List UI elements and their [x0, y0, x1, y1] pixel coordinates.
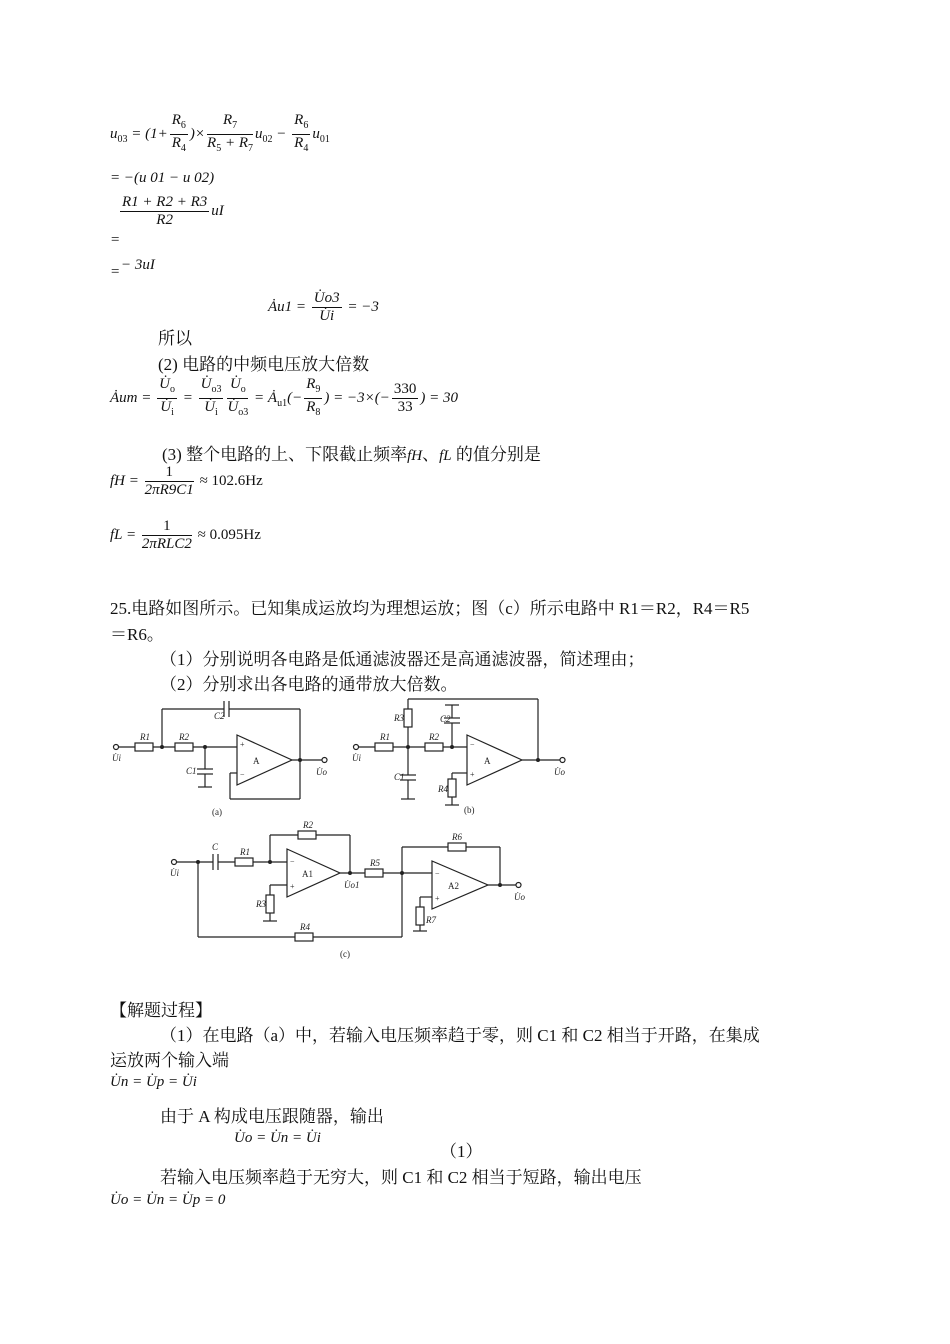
eq-line3-den: R2	[156, 212, 173, 228]
eq-au1-rhs: = −3	[347, 298, 379, 315]
text-part3-b: 的值分别是	[451, 445, 541, 464]
fig-c-c: C	[212, 842, 219, 852]
eq-au1-num: U̇o3	[313, 290, 340, 306]
fig-c-uo: U̇o	[514, 892, 525, 902]
eq-aum-lhs: Ȧum =	[110, 389, 152, 406]
circuit-figure	[100, 695, 600, 970]
eq-line3-equals: =	[110, 232, 121, 248]
fig-a-uo: U̇o	[316, 767, 327, 777]
eq-aum-33: 33	[397, 399, 413, 415]
text-part3-a: (3) 整个电路的上、下限截止频率	[162, 445, 408, 464]
eq-line3-fraction	[118, 194, 224, 229]
fig-b-r2: R2	[429, 732, 439, 742]
fig-a-r2: R2	[179, 732, 189, 742]
eq-number-1: （1）	[440, 1142, 483, 1161]
fig-b-c1: C1	[394, 772, 405, 782]
fig-c-uo1: U̇o1	[344, 880, 360, 890]
text-suoyi: 所以	[158, 329, 192, 348]
eq-au1-den: U̇i	[319, 308, 335, 324]
fig-b-amp: A	[484, 756, 491, 766]
text-part3	[162, 440, 541, 465]
fig-c-r3: R3	[256, 899, 266, 909]
fig-b-minus: −	[470, 740, 475, 749]
eq-aum: Ȧum = $\frac{U̇_o}{U̇_i}$ = $\frac{U̇_{o3}}{U̇_i}$ $\frac{U̇_o}{U̇_{o3}}$ = $Ȧ_{u1}(-$ $\frac{R_9}{R_8}$ ) = −3×(− $\frac{330}{33}$ ) = 30	[110, 376, 458, 418]
fig-c-ui: U̇i	[170, 868, 179, 878]
solution-p1-line2: 运放两个输入端	[110, 1051, 229, 1070]
eq-aum-result: ) = 30	[420, 389, 458, 406]
eq-au1	[268, 290, 379, 325]
fig-c-r2: R2	[303, 820, 313, 830]
text-part2: (2) 电路的中频电压放大倍数	[158, 355, 370, 374]
fig-a-c2: C2	[214, 711, 225, 721]
eq-fl-num: 1	[142, 518, 192, 536]
eq-fl	[110, 518, 261, 553]
problem25-q1: （1）分别说明各电路是低通滤波器还是高通滤波器，简述理由；	[160, 650, 645, 669]
text-part3-sep: 、	[422, 445, 440, 464]
text-part3-fl: fL	[439, 448, 452, 464]
eq-u03: $u_{03} = (1+$ $\frac{R_6}{R_4}$ )× $\frac{R_7}{R_5 + R_7}$ $u_{02}$ − $\frac{R_6}{R_4}$ $u_{01}$	[110, 112, 330, 154]
fig-c2-minus: −	[435, 869, 440, 878]
solution-header: 【解题过程】	[110, 1001, 212, 1020]
fig-c-amp2: A2	[448, 881, 459, 891]
eq-fh-num: 1	[145, 464, 194, 482]
fig-b-ui: U̇i	[352, 753, 361, 763]
eq-line4-value: − 3uI	[121, 257, 155, 273]
eq-fl-lhs: fL =	[110, 526, 137, 543]
fig-c1-plus: +	[290, 882, 295, 891]
fig-c2-plus: +	[435, 894, 440, 903]
eq-fl-val: ≈ 0.095Hz	[197, 526, 261, 543]
eq-line3-suffix: uI	[211, 202, 224, 219]
fig-c-r4: R4	[300, 922, 310, 932]
fig-a-label: (a)	[212, 807, 222, 817]
fig-c1-minus: −	[290, 857, 295, 866]
eq-line3-num: R1 + R2 + R3	[122, 194, 208, 210]
fig-c-label: (c)	[340, 949, 350, 959]
problem25-line2: ＝R6。	[110, 625, 164, 644]
eq-uo-zero: U̇o = U̇n = U̇p = 0	[110, 1192, 226, 1208]
eq-un-up-ui: U̇n = U̇p = U̇i	[110, 1074, 197, 1090]
problem25-q2: （2）分别求出各电路的通带放大倍数。	[160, 675, 458, 694]
fig-b-label: (b)	[464, 805, 475, 815]
eq-au1-lhs: Ȧu1 =	[268, 298, 307, 315]
solution-p1-line1: （1）在电路（a）中，若输入电压频率趋于零，则 C1 和 C2 相当于开路，在集成	[160, 1026, 760, 1045]
fig-b-uo: U̇o	[554, 767, 565, 777]
eq-fh-den: 2πR9C1	[144, 482, 194, 498]
eq-fh-lhs: fH =	[110, 472, 139, 489]
fig-c-r1: R1	[240, 847, 250, 857]
fig-b-r4: R4	[438, 784, 448, 794]
fig-b-r1: R1	[380, 732, 390, 742]
fig-c-amp1: A1	[302, 869, 313, 879]
eq-line4-equals: =	[110, 264, 121, 280]
eq-fl-den: 2πRLC2	[141, 536, 192, 552]
eq-uo-un-ui: U̇o = U̇n = U̇i	[234, 1130, 321, 1146]
eq-line2: = −(u 01 − u 02)	[110, 170, 215, 186]
problem25-line1: 25.电路如图所示。已知集成运放均为理想运放；图（c）所示电路中 R1＝R2，R4＝R5	[110, 599, 750, 618]
fig-c-r7: R7	[426, 915, 436, 925]
fig-a-r1: R1	[140, 732, 150, 742]
eq-fh	[110, 464, 263, 499]
fig-a-amp: A	[253, 756, 260, 766]
fig-b-plus: +	[470, 770, 475, 779]
fig-a-plus: +	[240, 740, 245, 749]
solution-high-freq: 若输入电压频率趋于无穷大，则 C1 和 C2 相当于短路，输出电压	[160, 1168, 642, 1187]
fig-a-minus: −	[240, 770, 245, 779]
fig-b-r3: R3	[394, 713, 404, 723]
fig-c-r6: R6	[452, 832, 462, 842]
eq-aum-330: 330	[393, 381, 417, 397]
fig-c-r5: R5	[370, 858, 380, 868]
solution-follower: 由于 A 构成电压跟随器，输出	[160, 1107, 384, 1126]
text-part3-fh: fH	[407, 448, 423, 464]
eq-fh-val: ≈ 102.6Hz	[199, 472, 263, 489]
fig-a-ui: U̇i	[112, 753, 121, 763]
fig-a-c1: C1	[186, 766, 197, 776]
fig-b-c2: C2	[440, 714, 451, 724]
